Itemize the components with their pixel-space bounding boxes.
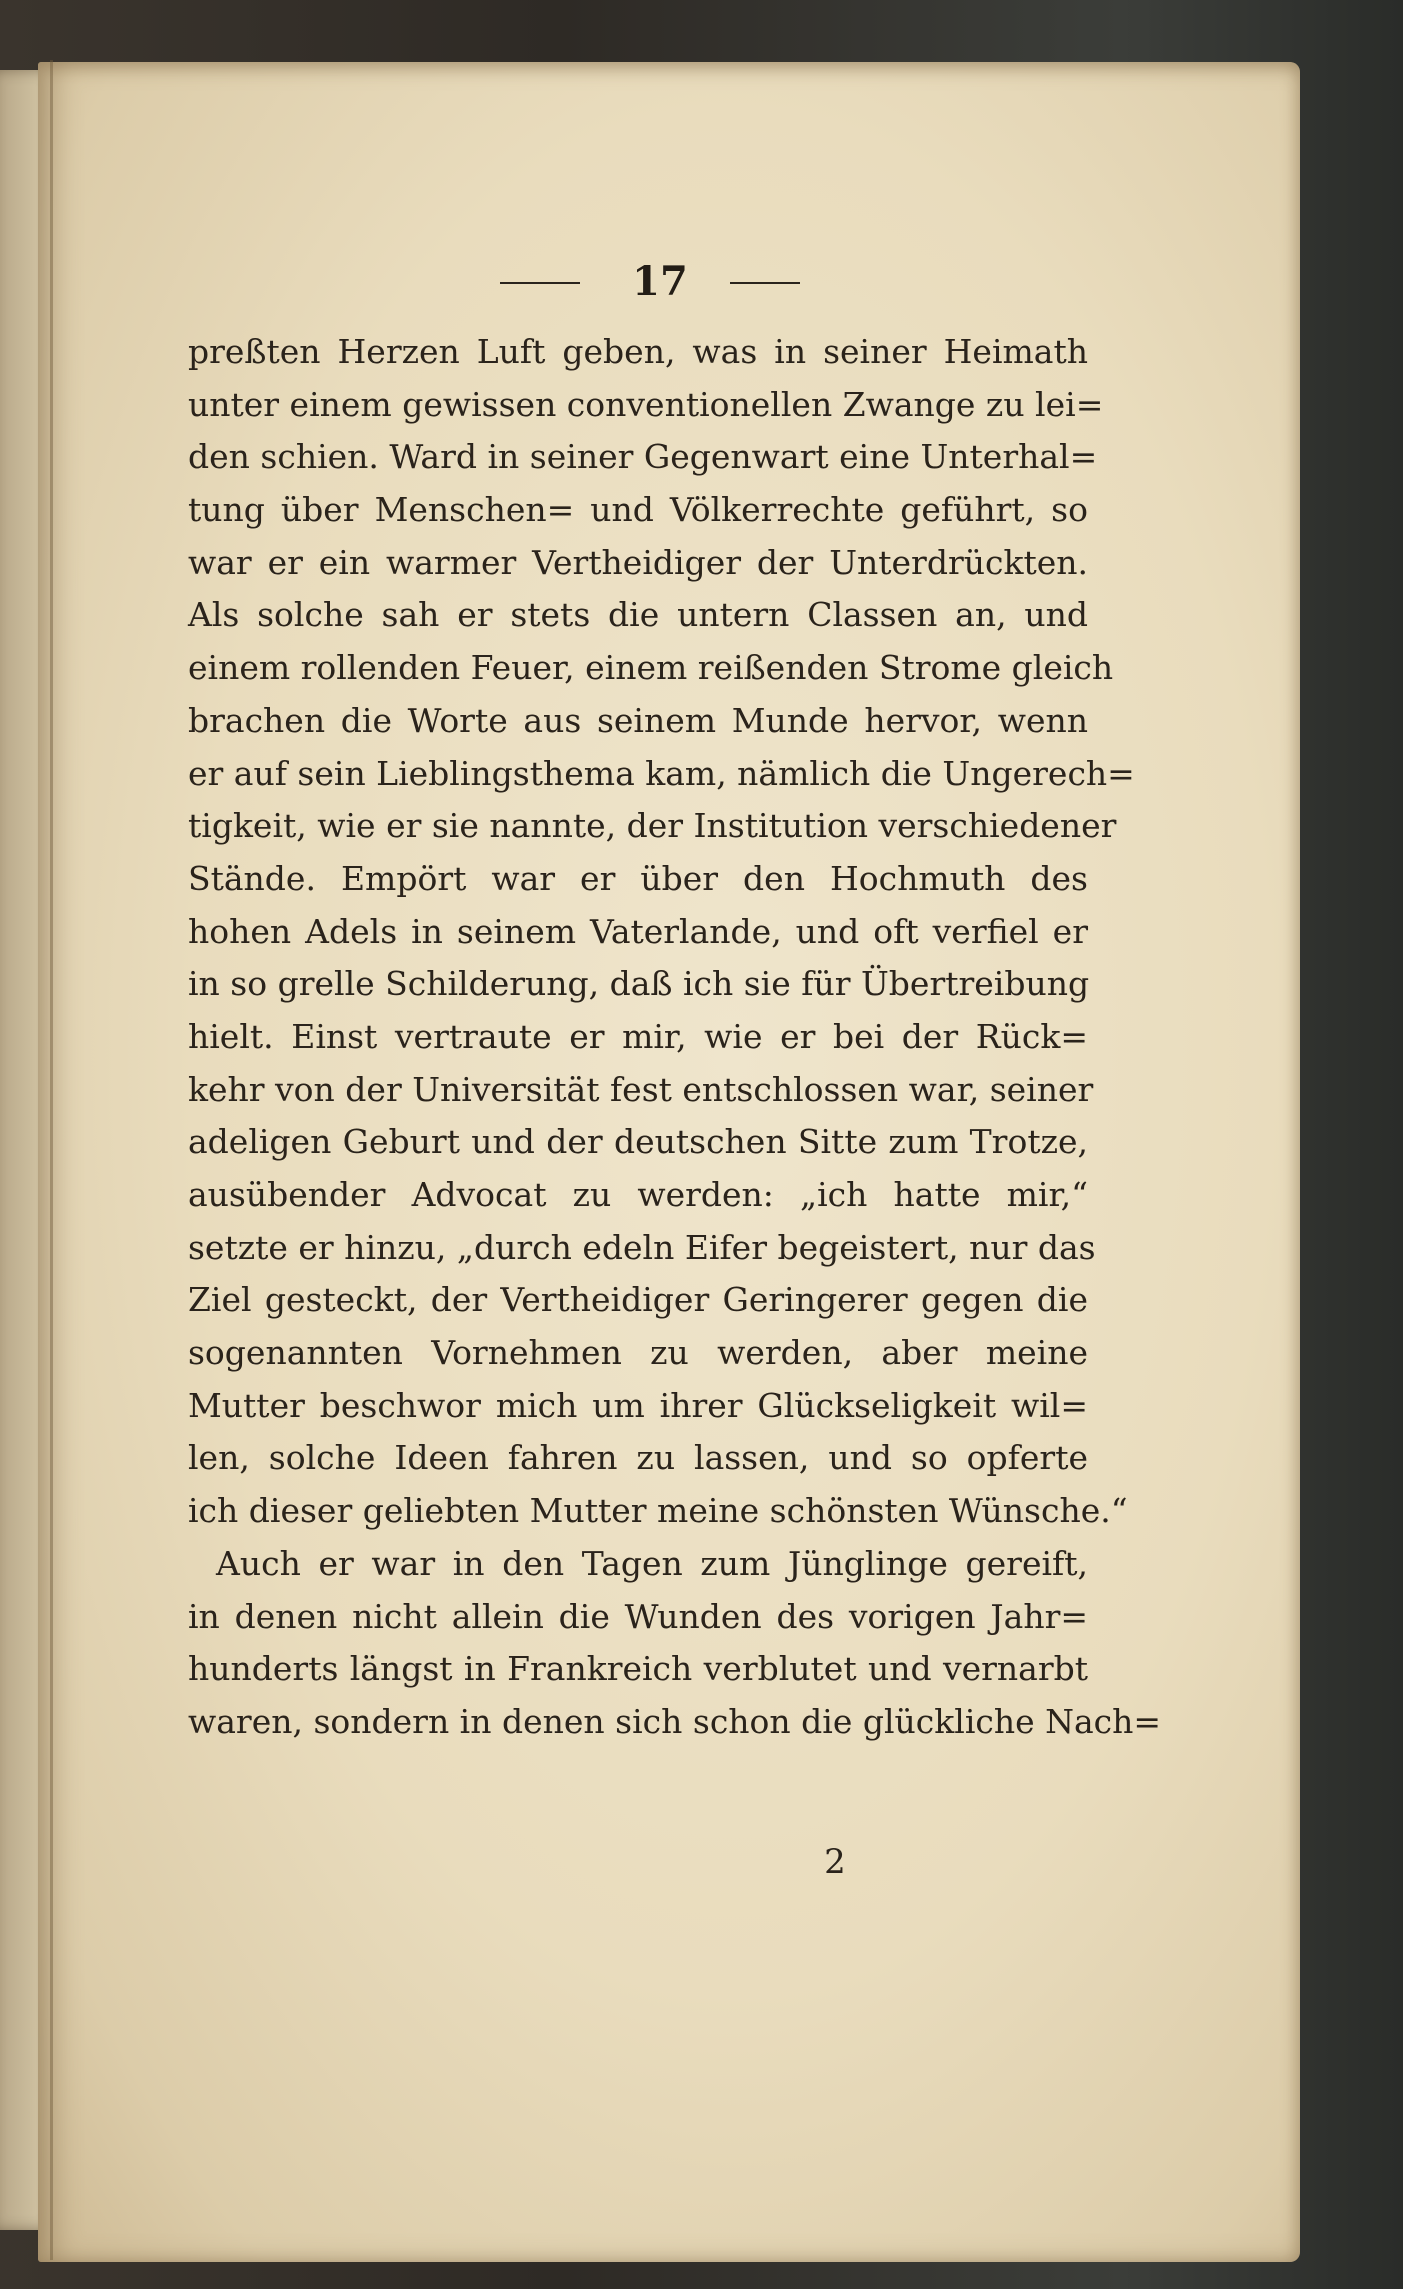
text-line: Stände. Empört war er über den Hochmuth des [188,858,1088,898]
text-line: Als solche sah er stets die untern Classen an, und [188,595,1088,635]
text-line: ausübender Advocat zu werden: „ich hatte mir,“ [188,1175,1088,1214]
page-number: 17 [632,258,688,305]
page-body [188,326,1162,1749]
signature-mark: 2 [824,1842,846,1882]
text-line: adeligen Geburt und der deutschen Sitte zum Trotze, [188,1122,1088,1162]
text-line: er auf sein Lieblingsthema kam, nämlich die Ungerech= [188,753,1135,793]
header-rule-right [730,282,800,284]
text-line: den schien. Ward in seiner Gegenwart eine Unterhal= [188,437,1098,477]
text-line: in denen nicht allein die Wunden des vorigen Jahr= [188,1596,1088,1636]
text-line: in so grelle Schilderung, daß ich sie für Übertreibung [188,964,1090,1004]
text-line: Mutter beschwor mich um ihrer Glückseligkeit wil= [188,1385,1088,1425]
text-line: tigkeit, wie er sie nannte, der Institution verschiedener [188,806,1117,846]
text-line: len, solche Ideen fahren zu lassen, und so opferte [188,1438,1088,1478]
text-line: Auch er war in den Tagen zum Jünglinge gereift, [216,1543,1088,1583]
text-line: tung über Menschen= und Völkerrechte geführt, so [188,490,1088,530]
text-line: ich dieser geliebten Mutter meine schönsten Wünsche.“ [188,1491,1128,1531]
header-rule-left [500,282,580,284]
text-line: preßten Herzen Luft geben, was in seiner Heimath [188,332,1088,371]
text-line: waren, sondern in denen sich schon die glückliche Nach= [188,1701,1162,1741]
text-line: war er ein warmer Vertheidiger der Unterdrückten. [188,542,1088,582]
text-line: hielt. Einst vertraute er mir, wie er bei der Rück= [188,1016,1088,1056]
text-line: einem rollenden Feuer, einem reißenden Strome gleich [188,648,1114,688]
text-line: hohen Adels in seinem Vaterlande, und oft verfiel er [188,911,1088,951]
page-gutter [50,60,53,2260]
running-header [490,252,810,312]
text-line: kehr von der Universität fest entschlossen war, seiner [188,1069,1094,1109]
text-line: brachen die Worte aus seinem Munde hervor, wenn [188,700,1088,740]
text-line: hunderts längst in Frankreich verblutet und vernarbt [188,1649,1088,1689]
text-line: setzte er hinzu, „durch edeln Eifer begeistert, nur das [188,1227,1096,1267]
text-line: sogenannten Vornehmen zu werden, aber meine [188,1333,1088,1373]
text-line: Ziel gesteckt, der Vertheidiger Geringerer gegen die [188,1280,1088,1320]
text-line: unter einem gewissen conventionellen Zwange zu lei= [188,384,1104,424]
